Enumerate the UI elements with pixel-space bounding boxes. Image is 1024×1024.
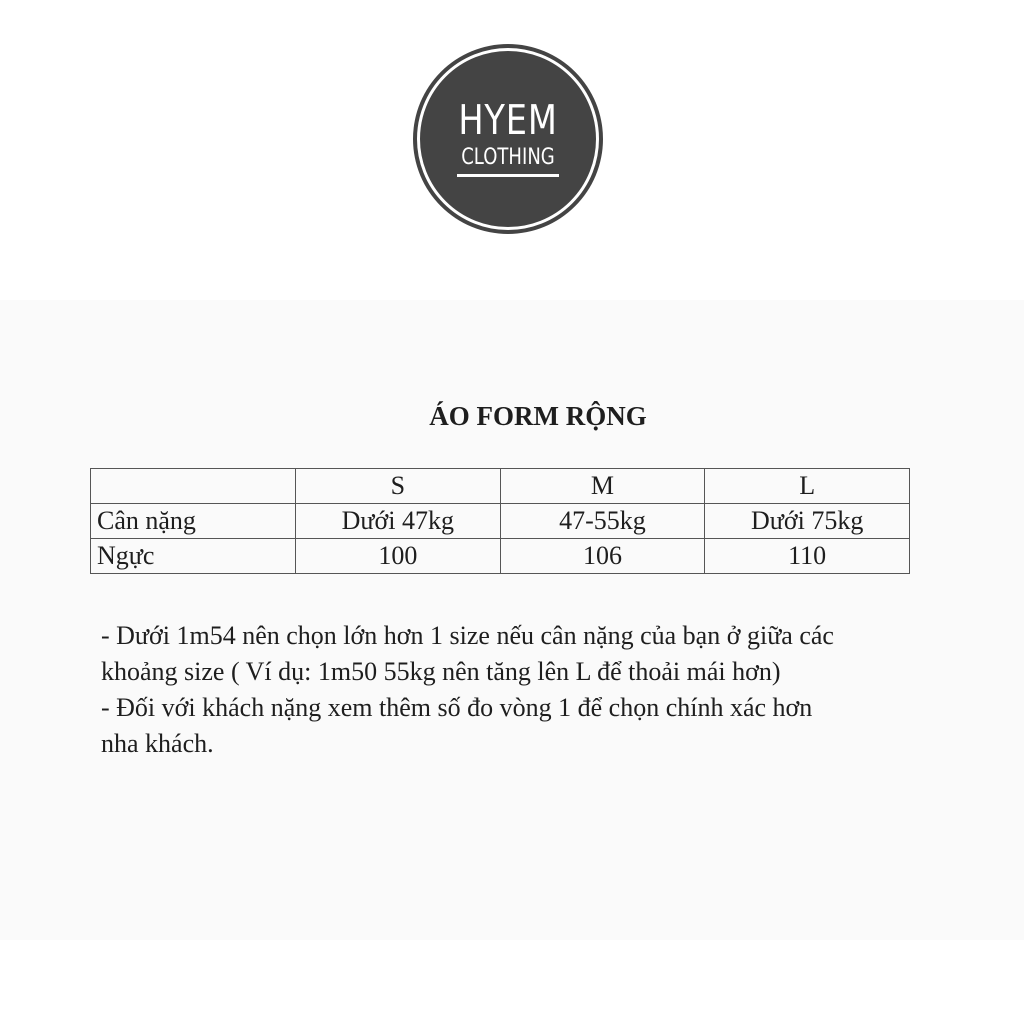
note-line: khoảng size ( Ví dụ: 1m50 55kg nên tăng lên L để thoải mái hơn) (101, 657, 781, 686)
note-line: - Dưới 1m54 nên chọn lớn hơn 1 size nếu cân nặng của bạn ở giữa các (101, 621, 834, 650)
table-cell: 47-55kg (500, 504, 705, 539)
table-cell: 100 (296, 539, 501, 574)
table-header-cell: M (500, 469, 705, 504)
table-header-cell: S (296, 469, 501, 504)
table-cell: Dưới 75kg (705, 504, 910, 539)
table-header-cell: L (705, 469, 910, 504)
logo-brand-name: HYEM (458, 96, 558, 144)
table-header-cell (91, 469, 296, 504)
size-chart-table (90, 468, 910, 574)
table-cell: 106 (500, 539, 705, 574)
logo-brand-subtitle: CLOTHING (461, 145, 555, 170)
row-label: Cân nặng (91, 504, 296, 539)
brand-logo (413, 44, 603, 234)
logo-underline (457, 174, 559, 177)
table-cell: Dưới 47kg (296, 504, 501, 539)
note-line: nha khách. (101, 729, 214, 758)
table-cell: 110 (705, 539, 910, 574)
row-label: Ngực (91, 539, 296, 574)
size-notes (101, 618, 1001, 762)
table-row (91, 504, 910, 539)
note-line: - Đối với khách nặng xem thêm số đo vòng 1 để chọn chính xác hơn (101, 693, 813, 722)
page-title: ÁO FORM RỘNG (429, 401, 647, 431)
table-row (91, 539, 910, 574)
table-header-row (91, 469, 910, 504)
